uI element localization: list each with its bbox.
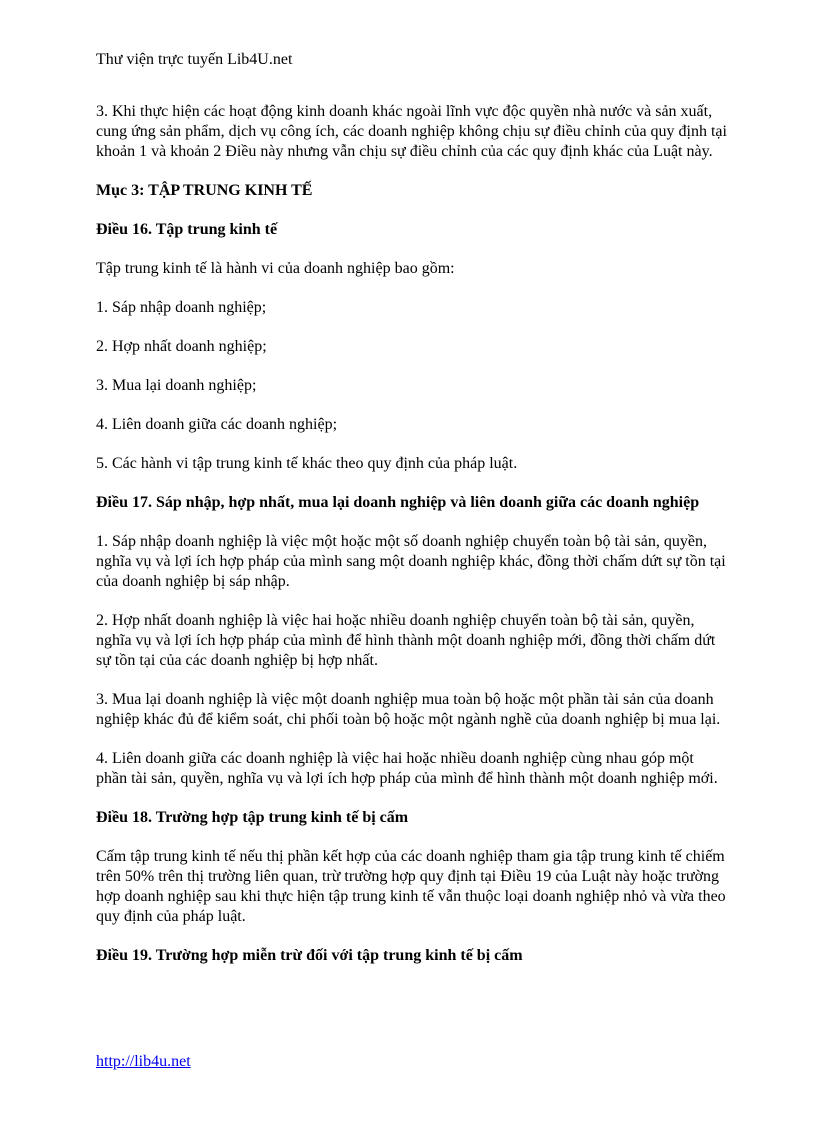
document-body [96, 102, 728, 985]
footer-link[interactable]: http://lib4u.net [96, 1053, 191, 1070]
article-18-text: Cấm tập trung kinh tế nếu thị phần kết hợp của các doanh nghiệp tham gia tập trung kinh tế chiếm trên 50% trên thị trường liên quan, trừ trường hợp quy định tại Điều 19 của Luật này hoặc trường hợp doanh nghiệp sau khi thực hiện tập trung kinh tế vẫn thuộc loại doanh nghiệp nhỏ và vừa theo quy định của pháp luật. [96, 848, 726, 925]
section-heading: Mục 3: TẬP TRUNG KINH TẾ [96, 182, 313, 199]
article-17-clause: 3. Mua lại doanh nghiệp là việc một doanh nghiệp mua toàn bộ hoặc một phần tài sản của doanh nghiệp khác đủ để kiểm soát, chi phối toàn bộ hoặc một ngành nghề của doanh nghiệp bị mua lại. [96, 691, 721, 728]
article-16-intro: Tập trung kinh tế là hành vi của doanh nghiệp bao gồm: [96, 260, 455, 277]
list-item: 4. Liên doanh giữa các doanh nghiệp; [96, 416, 338, 433]
article-18-title: Điều 18. Trường hợp tập trung kinh tế bị cấm [96, 809, 409, 826]
list-item: 5. Các hành vi tập trung kinh tế khác theo quy định của pháp luật. [96, 455, 518, 472]
article-19-title: Điều 19. Trường hợp miễn trừ đối với tập trung kinh tế bị cấm [96, 947, 523, 964]
article-17-clause: 1. Sáp nhập doanh nghiệp là việc một hoặc một số doanh nghiệp chuyển toàn bộ tài sản, quyền, nghĩa vụ và lợi ích hợp pháp của mình sang một doanh nghiệp khác, đồng thời chấm dứt sự tồn tại của doanh nghiệp bị sáp nhập. [96, 533, 726, 590]
article-17-clause: 4. Liên doanh giữa các doanh nghiệp là việc hai hoặc nhiều doanh nghiệp cùng nhau góp một phần tài sản, quyền, nghĩa vụ và lợi ích hợp pháp của mình để hình thành một doanh nghiệp mới. [96, 750, 718, 787]
page-footer [96, 1052, 191, 1072]
list-item: 2. Hợp nhất doanh nghiệp; [96, 338, 267, 355]
paragraph-clause-3: 3. Khi thực hiện các hoạt động kinh doanh khác ngoài lĩnh vực độc quyền nhà nước và sản xuất, cung ứng sản phẩm, dịch vụ công ích, các doanh nghiệp không chịu sự điều chỉnh của quy định tại khoản 1 và khoản 2 Điều này nhưng vẫn chịu sự điều chỉnh của các quy định khác của Luật này. [96, 103, 727, 160]
article-16-title: Điều 16. Tập trung kinh tế [96, 221, 278, 238]
list-item: 3. Mua lại doanh nghiệp; [96, 377, 257, 394]
page-header: Thư viện trực tuyến Lib4U.net [96, 51, 293, 68]
article-17-title: Điều 17. Sáp nhập, hợp nhất, mua lại doanh nghiệp và liên doanh giữa các doanh nghiệp [96, 494, 700, 511]
list-item: 1. Sáp nhập doanh nghiệp; [96, 299, 267, 316]
article-17-clause: 2. Hợp nhất doanh nghiệp là việc hai hoặc nhiều doanh nghiệp chuyển toàn bộ tài sản, quyền, nghĩa vụ và lợi ích hợp pháp của mình để hình thành một doanh nghiệp mới, đồng thời chấm dứt sự tồn tại của các doanh nghiệp bị hợp nhất. [96, 612, 716, 669]
